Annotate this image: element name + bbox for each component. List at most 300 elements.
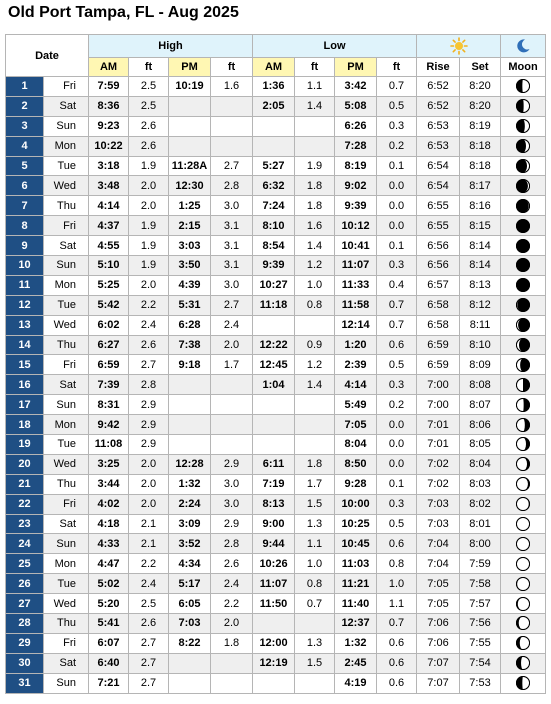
high-pm-height: 2.9	[211, 514, 253, 534]
low-am-time	[253, 673, 295, 693]
high-am-height: 2.2	[129, 295, 169, 315]
high-am-height: 2.1	[129, 534, 169, 554]
low-pm-height: 1.1	[377, 594, 417, 614]
sunset-time: 8:18	[460, 156, 501, 176]
high-am-height: 2.0	[129, 494, 169, 514]
high-am-time: 5:41	[89, 614, 129, 634]
tide-table	[5, 34, 546, 694]
low-pm-time: 2:39	[335, 355, 377, 375]
low-pm-height: 0.0	[377, 176, 417, 196]
sunset-header: Set	[460, 58, 501, 77]
moon-phase-icon	[515, 317, 531, 333]
low-pm-time: 12:14	[335, 315, 377, 335]
moon-phase-icon	[515, 675, 531, 691]
date-number: 16	[6, 375, 44, 395]
high-pm-height: 2.0	[211, 335, 253, 355]
moon-phase-cell	[501, 435, 546, 455]
date-number: 4	[6, 136, 44, 156]
table-row	[6, 196, 546, 216]
high-am-time: 4:55	[89, 236, 129, 256]
low-pm-time: 12:37	[335, 614, 377, 634]
table-row	[6, 96, 546, 116]
high-am-time: 6:59	[89, 355, 129, 375]
day-of-week: Thu	[44, 474, 89, 494]
sunrise-time: 6:53	[417, 116, 460, 136]
day-of-week: Sat	[44, 236, 89, 256]
low-am-time: 8:10	[253, 216, 295, 236]
sunrise-time: 7:03	[417, 514, 460, 534]
high-am-time: 7:21	[89, 673, 129, 693]
table-row	[6, 435, 546, 455]
table-row	[6, 415, 546, 435]
moon-phase-icon	[515, 158, 531, 174]
high-pm-height: 3.0	[211, 474, 253, 494]
sunrise-time: 7:05	[417, 594, 460, 614]
moon-phase-icon	[515, 257, 531, 273]
day-of-week: Fri	[44, 633, 89, 653]
low-am-height: 1.8	[295, 176, 335, 196]
date-number: 13	[6, 315, 44, 335]
sunrise-time: 6:52	[417, 77, 460, 97]
sunset-time: 8:12	[460, 295, 501, 315]
date-number: 9	[6, 236, 44, 256]
low-am-time: 5:27	[253, 156, 295, 176]
sunset-time: 8:20	[460, 96, 501, 116]
low-pm-height: 0.7	[377, 315, 417, 335]
moon-phase-cell	[501, 295, 546, 315]
low-pm-height: 0.0	[377, 435, 417, 455]
low-am-time	[253, 415, 295, 435]
sunset-time: 8:19	[460, 116, 501, 136]
sunrise-time: 6:59	[417, 335, 460, 355]
low-am-time	[253, 136, 295, 156]
low-pm-height: 1.0	[377, 574, 417, 594]
high-pm-time	[169, 415, 211, 435]
high-am-time: 3:25	[89, 454, 129, 474]
low-pm-height: 0.7	[377, 77, 417, 97]
high-pm-height: 2.7	[211, 156, 253, 176]
day-of-week: Fri	[44, 355, 89, 375]
day-of-week: Sat	[44, 514, 89, 534]
high-am-time: 6:40	[89, 653, 129, 673]
date-number: 17	[6, 395, 44, 415]
day-of-week: Sun	[44, 116, 89, 136]
moon-phase-cell	[501, 454, 546, 474]
high-pm-time: 3:09	[169, 514, 211, 534]
table-row	[6, 156, 546, 176]
table-row	[6, 494, 546, 514]
page-title: Old Port Tampa, FL - Aug 2025	[8, 4, 239, 21]
low-am-time: 11:50	[253, 594, 295, 614]
high-am-time: 3:48	[89, 176, 129, 196]
low-am-height: 0.8	[295, 574, 335, 594]
high-pm-height: 2.2	[211, 594, 253, 614]
date-number: 23	[6, 514, 44, 534]
moon-phase-icon	[515, 615, 531, 631]
sunrise-time: 6:53	[417, 136, 460, 156]
low-pm-time: 2:45	[335, 653, 377, 673]
table-row	[6, 653, 546, 673]
low-pm-height: 0.3	[377, 494, 417, 514]
sunrise-time: 7:04	[417, 534, 460, 554]
low-pm-time: 11:40	[335, 594, 377, 614]
table-row	[6, 116, 546, 136]
low-pm-time: 8:04	[335, 435, 377, 455]
high-am-height: 2.9	[129, 435, 169, 455]
low-pm-time: 5:08	[335, 96, 377, 116]
sunset-time: 8:07	[460, 395, 501, 415]
low-pm-height: 0.1	[377, 236, 417, 256]
low-am-time: 12:00	[253, 633, 295, 653]
low-pm-time: 4:14	[335, 375, 377, 395]
low-pm-height: 0.0	[377, 454, 417, 474]
moon-phase-cell	[501, 77, 546, 97]
moon-phase-icon	[515, 357, 531, 373]
date-number: 2	[6, 96, 44, 116]
low-pm-height: 0.0	[377, 216, 417, 236]
high-pm-time: 4:34	[169, 554, 211, 574]
high-pm-time: 7:38	[169, 335, 211, 355]
sunrise-time: 7:02	[417, 474, 460, 494]
low-am-height: 1.9	[295, 156, 335, 176]
low-pm-header: PM	[335, 58, 377, 77]
moon-phase-icon	[515, 78, 531, 94]
low-pm-height: 0.3	[377, 116, 417, 136]
low-header: Low	[253, 35, 417, 58]
table-row	[6, 136, 546, 156]
low-am-time: 1:04	[253, 375, 295, 395]
low-pm-height: 0.5	[377, 96, 417, 116]
high-pm-height: 2.9	[211, 454, 253, 474]
high-pm-height	[211, 673, 253, 693]
table-row	[6, 673, 546, 693]
moon-phase-cell	[501, 136, 546, 156]
sunrise-time: 6:56	[417, 256, 460, 276]
moon-phase-icon	[515, 456, 531, 472]
high-pm-height: 1.7	[211, 355, 253, 375]
high-pm-height	[211, 415, 253, 435]
sunset-time: 8:10	[460, 335, 501, 355]
low-am-height	[295, 315, 335, 335]
low-pm-time: 4:19	[335, 673, 377, 693]
date-number: 6	[6, 176, 44, 196]
high-am-time: 10:22	[89, 136, 129, 156]
moon-phase-icon	[515, 377, 531, 393]
day-of-week: Tue	[44, 295, 89, 315]
low-pm-height: 0.6	[377, 673, 417, 693]
date-number: 1	[6, 77, 44, 97]
day-of-week: Wed	[44, 594, 89, 614]
low-am-height: 1.1	[295, 77, 335, 97]
high-am-height: 2.0	[129, 275, 169, 295]
sunset-time: 8:16	[460, 196, 501, 216]
high-am-time: 4:47	[89, 554, 129, 574]
moon-phase-cell	[501, 633, 546, 653]
sunset-time: 8:02	[460, 494, 501, 514]
high-pm-time	[169, 375, 211, 395]
low-pm-time: 1:32	[335, 633, 377, 653]
moon-phase-cell	[501, 275, 546, 295]
date-number: 5	[6, 156, 44, 176]
moon-phase-icon	[515, 297, 531, 313]
low-am-height: 0.7	[295, 594, 335, 614]
sun-header	[417, 35, 501, 58]
high-am-height: 2.5	[129, 594, 169, 614]
date-number: 7	[6, 196, 44, 216]
table-row	[6, 77, 546, 97]
high-pm-ft-header: ft	[211, 58, 253, 77]
high-am-time: 3:44	[89, 474, 129, 494]
table-row	[6, 295, 546, 315]
moon-phase-cell	[501, 574, 546, 594]
day-of-week: Wed	[44, 315, 89, 335]
high-pm-time: 5:17	[169, 574, 211, 594]
high-am-height: 2.0	[129, 474, 169, 494]
sunset-time: 8:14	[460, 236, 501, 256]
high-pm-height	[211, 116, 253, 136]
sunrise-time: 7:00	[417, 395, 460, 415]
high-pm-time: 3:50	[169, 256, 211, 276]
day-of-week: Tue	[44, 156, 89, 176]
high-pm-time: 1:32	[169, 474, 211, 494]
low-pm-height: 0.1	[377, 474, 417, 494]
low-am-height	[295, 673, 335, 693]
high-am-height: 2.7	[129, 653, 169, 673]
moon-phase-icon	[515, 98, 531, 114]
table-row	[6, 474, 546, 494]
high-am-height: 2.0	[129, 196, 169, 216]
high-am-time: 9:42	[89, 415, 129, 435]
moon-phase-cell	[501, 236, 546, 256]
low-pm-time: 5:49	[335, 395, 377, 415]
high-am-time: 5:10	[89, 256, 129, 276]
table-row	[6, 514, 546, 534]
low-pm-height: 0.3	[377, 375, 417, 395]
low-am-time	[253, 614, 295, 634]
day-of-week: Sun	[44, 534, 89, 554]
table-row	[6, 355, 546, 375]
low-am-time: 6:32	[253, 176, 295, 196]
sunrise-time: 6:58	[417, 295, 460, 315]
high-am-height: 2.5	[129, 77, 169, 97]
day-of-week: Mon	[44, 415, 89, 435]
date-number: 31	[6, 673, 44, 693]
date-header: Date	[6, 35, 89, 77]
low-am-time: 10:26	[253, 554, 295, 574]
high-pm-height: 1.6	[211, 77, 253, 97]
high-pm-time	[169, 116, 211, 136]
high-am-height: 2.6	[129, 335, 169, 355]
high-pm-time: 11:28A	[169, 156, 211, 176]
low-am-time: 8:54	[253, 236, 295, 256]
day-of-week: Sat	[44, 375, 89, 395]
low-am-height: 1.8	[295, 196, 335, 216]
high-pm-time: 7:03	[169, 614, 211, 634]
high-am-time: 6:27	[89, 335, 129, 355]
high-pm-height: 2.0	[211, 614, 253, 634]
high-am-time: 4:33	[89, 534, 129, 554]
high-pm-height: 1.8	[211, 633, 253, 653]
table-row	[6, 335, 546, 355]
high-pm-time: 8:22	[169, 633, 211, 653]
high-pm-height: 3.1	[211, 236, 253, 256]
low-am-ft-header: ft	[295, 58, 335, 77]
table-row	[6, 236, 546, 256]
high-am-time: 4:14	[89, 196, 129, 216]
high-am-height: 2.7	[129, 633, 169, 653]
high-am-height: 2.6	[129, 136, 169, 156]
sunrise-time: 7:07	[417, 673, 460, 693]
high-pm-time	[169, 435, 211, 455]
moon-phase-icon	[515, 655, 531, 671]
sunrise-time: 7:01	[417, 435, 460, 455]
low-am-height: 1.5	[295, 494, 335, 514]
sunset-time: 8:04	[460, 454, 501, 474]
sunrise-time: 7:07	[417, 653, 460, 673]
low-pm-time: 3:42	[335, 77, 377, 97]
high-pm-time	[169, 673, 211, 693]
low-am-height: 1.2	[295, 355, 335, 375]
low-pm-height: 0.3	[377, 256, 417, 276]
low-pm-time: 9:02	[335, 176, 377, 196]
low-am-height: 1.7	[295, 474, 335, 494]
sunrise-time: 6:54	[417, 176, 460, 196]
high-pm-height	[211, 395, 253, 415]
low-am-height	[295, 395, 335, 415]
day-of-week: Sun	[44, 256, 89, 276]
date-number: 29	[6, 633, 44, 653]
moon-phase-icon	[515, 496, 531, 512]
sunset-time: 7:57	[460, 594, 501, 614]
date-number: 24	[6, 534, 44, 554]
moon-phase-icon	[515, 138, 531, 154]
high-am-time: 9:23	[89, 116, 129, 136]
high-am-time: 4:37	[89, 216, 129, 236]
high-pm-time: 3:03	[169, 236, 211, 256]
high-pm-height: 2.8	[211, 534, 253, 554]
day-of-week: Mon	[44, 275, 89, 295]
date-number: 11	[6, 275, 44, 295]
low-pm-time: 11:33	[335, 275, 377, 295]
high-am-height: 1.9	[129, 156, 169, 176]
sunset-time: 8:14	[460, 256, 501, 276]
table-row	[6, 375, 546, 395]
low-am-height: 1.3	[295, 514, 335, 534]
low-am-time: 6:11	[253, 454, 295, 474]
low-am-time	[253, 116, 295, 136]
high-am-time: 7:39	[89, 375, 129, 395]
low-pm-height: 0.0	[377, 415, 417, 435]
low-am-time: 7:19	[253, 474, 295, 494]
high-am-height: 2.9	[129, 415, 169, 435]
sunset-time: 8:17	[460, 176, 501, 196]
high-am-time: 6:02	[89, 315, 129, 335]
sunset-time: 7:55	[460, 633, 501, 653]
moon-phase-cell	[501, 554, 546, 574]
sunset-time: 8:20	[460, 77, 501, 97]
low-am-time: 9:44	[253, 534, 295, 554]
high-am-time: 5:42	[89, 295, 129, 315]
high-pm-time	[169, 136, 211, 156]
low-pm-time: 7:05	[335, 415, 377, 435]
moon-phase-icon	[515, 476, 531, 492]
high-am-height: 2.8	[129, 375, 169, 395]
date-number: 22	[6, 494, 44, 514]
day-of-week: Fri	[44, 77, 89, 97]
moon-phase-cell	[501, 335, 546, 355]
table-row	[6, 554, 546, 574]
day-of-week: Fri	[44, 494, 89, 514]
table-row	[6, 176, 546, 196]
low-pm-height: 0.2	[377, 395, 417, 415]
moon-phase-icon	[515, 397, 531, 413]
table-row	[6, 395, 546, 415]
high-pm-time: 12:28	[169, 454, 211, 474]
low-am-height: 0.9	[295, 335, 335, 355]
sunrise-time: 7:06	[417, 614, 460, 634]
high-am-height: 2.7	[129, 673, 169, 693]
sunrise-time: 6:55	[417, 196, 460, 216]
low-pm-time: 10:00	[335, 494, 377, 514]
day-of-week: Thu	[44, 335, 89, 355]
low-am-height	[295, 116, 335, 136]
table-row	[6, 534, 546, 554]
moon-phase-cell	[501, 256, 546, 276]
day-of-week: Tue	[44, 574, 89, 594]
date-number: 21	[6, 474, 44, 494]
high-am-time: 4:18	[89, 514, 129, 534]
low-am-height: 1.4	[295, 375, 335, 395]
low-pm-time: 10:25	[335, 514, 377, 534]
high-am-time: 8:31	[89, 395, 129, 415]
low-pm-height: 0.6	[377, 653, 417, 673]
high-pm-height: 3.0	[211, 275, 253, 295]
high-am-height: 2.0	[129, 176, 169, 196]
moon-phase-icon	[515, 277, 531, 293]
table-row	[6, 454, 546, 474]
moon-phase-cell	[501, 494, 546, 514]
sunrise-time: 6:55	[417, 216, 460, 236]
high-am-height: 2.6	[129, 116, 169, 136]
low-pm-time: 9:39	[335, 196, 377, 216]
sunrise-time: 7:04	[417, 554, 460, 574]
moon-phase-icon	[515, 635, 531, 651]
low-am-time: 1:36	[253, 77, 295, 97]
moon-phase-icon	[515, 337, 531, 353]
low-am-time	[253, 435, 295, 455]
moon-phase-cell	[501, 653, 546, 673]
low-pm-time: 10:12	[335, 216, 377, 236]
high-pm-height	[211, 435, 253, 455]
sunset-time: 8:18	[460, 136, 501, 156]
date-number: 20	[6, 454, 44, 474]
high-am-height: 2.4	[129, 315, 169, 335]
low-am-height: 1.8	[295, 454, 335, 474]
moon-phase-icon	[515, 178, 531, 194]
table-row	[6, 633, 546, 653]
high-pm-time: 10:19	[169, 77, 211, 97]
high-pm-height: 2.7	[211, 295, 253, 315]
low-pm-height: 0.1	[377, 156, 417, 176]
low-pm-height: 0.2	[377, 136, 417, 156]
moon-phase-cell	[501, 514, 546, 534]
low-am-height	[295, 136, 335, 156]
low-am-time: 8:13	[253, 494, 295, 514]
date-number: 27	[6, 594, 44, 614]
sunrise-time: 7:02	[417, 454, 460, 474]
date-number: 26	[6, 574, 44, 594]
sunset-time: 8:09	[460, 355, 501, 375]
